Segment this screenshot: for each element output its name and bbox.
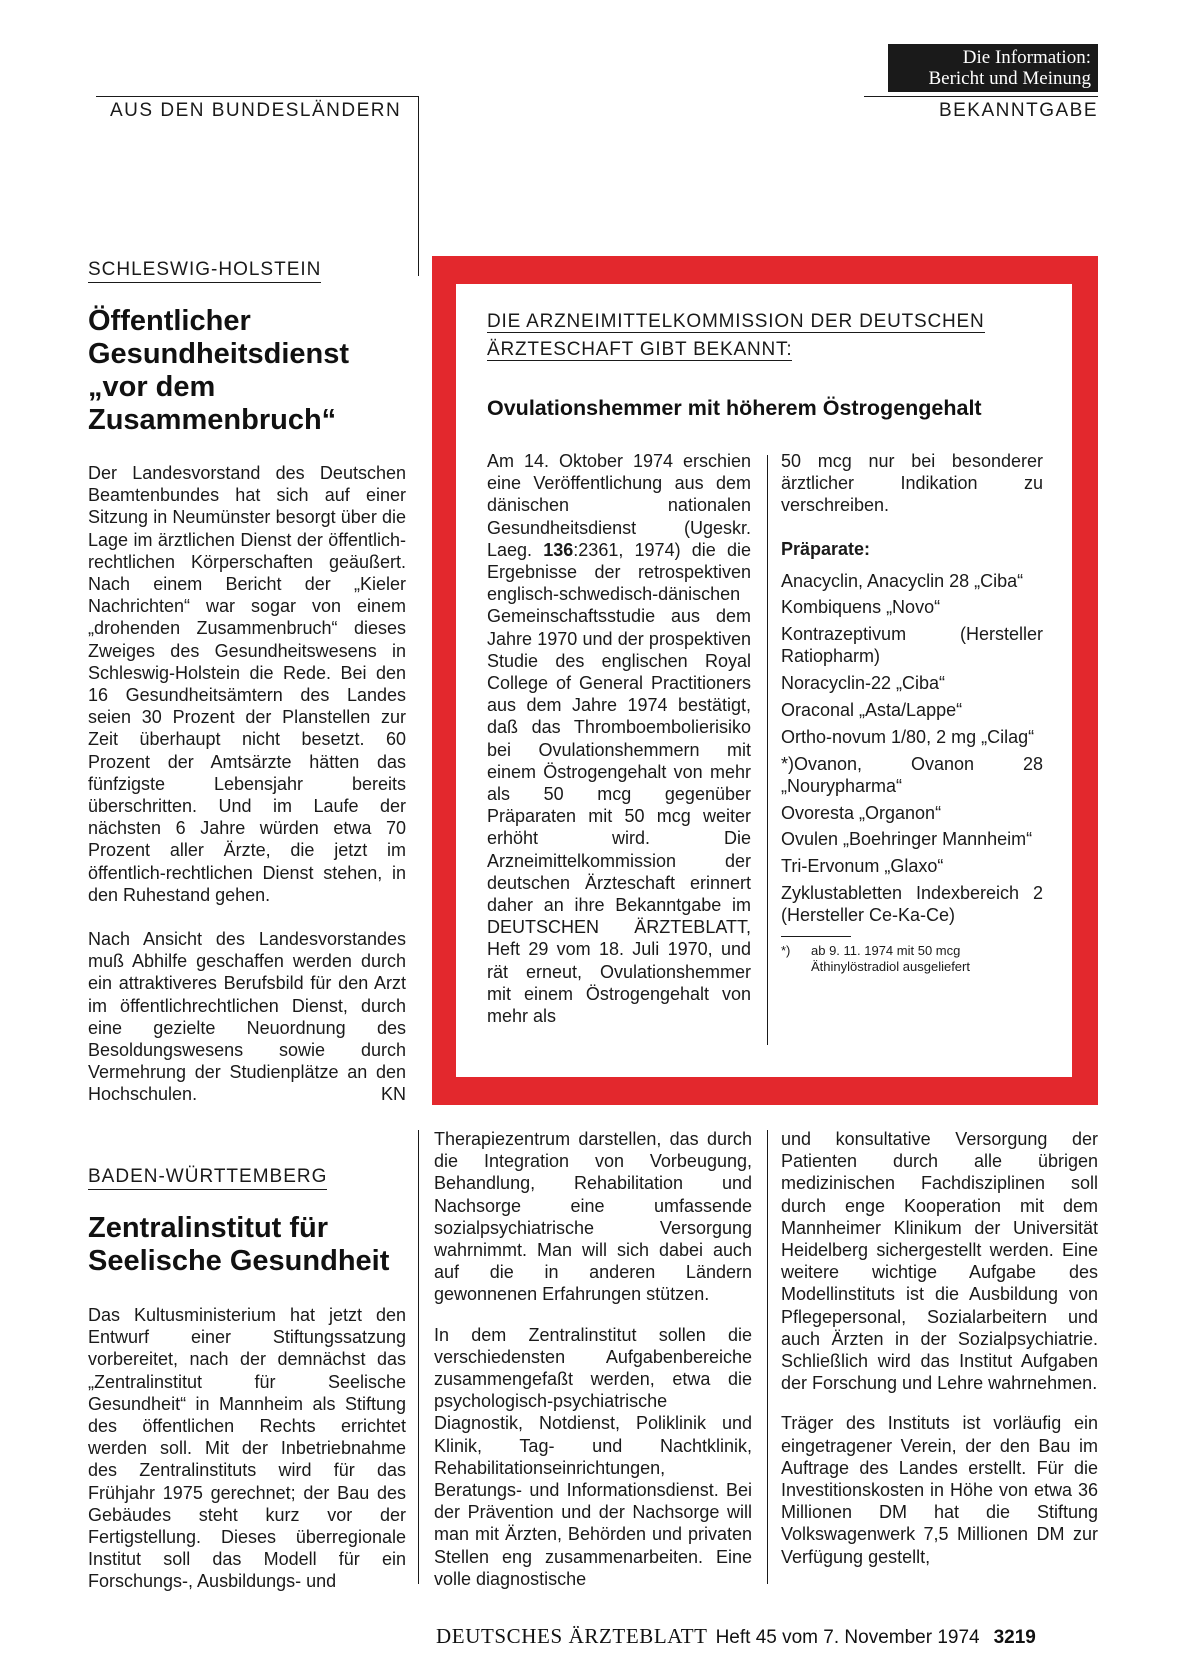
notice-kicker xyxy=(487,308,1047,364)
issue-info: Heft 45 vom 7. November 1974 xyxy=(715,1627,980,1648)
footnote xyxy=(781,943,1043,975)
preparation-item: Tri-Ervonum „Glaxo“ xyxy=(781,856,944,877)
footnote-text: ab 9. 11. 1974 mit 50 mcg Äthinylöstradiol ausgeliefert xyxy=(811,943,970,975)
author-signature: KN xyxy=(380,1084,406,1105)
magazine-name: DEUTSCHES ÄRZTEBLATT xyxy=(436,1624,708,1648)
section-label-left: AUS DEN BUNDESLÄNDERN xyxy=(110,100,402,121)
article-schleswig-holstein xyxy=(88,259,406,1106)
preparation-item: Anacyclin, Anacyclin 28 „Ciba“ xyxy=(781,570,1024,591)
section-label-right: BEKANNTGABE xyxy=(938,100,1098,121)
article-baden-wuerttemberg xyxy=(88,1166,406,1593)
preparation-item: Ovoresta „Organon“ xyxy=(781,802,942,823)
page-footer xyxy=(436,1624,1036,1649)
preparation-item: Kombiquens „Novo“ xyxy=(781,597,941,618)
preparation-item: Oraconal „Asta/Lappe“ xyxy=(781,700,963,720)
article-paragraph xyxy=(88,928,406,1106)
notice-kicker-line: DIE ARZNEIMITTELKOMMISSION DER DEUTSCHEN xyxy=(487,311,985,332)
column-rule xyxy=(767,1130,768,1584)
article-paragraph: In dem Zentralinstitut sollen die verschiedensten Aufgabenbereiche zusammengefaßt werden, etwa die psychologisch-psychiatrische Diagnostik, Notdienst, Poliklinik und Klinik, Tag- und Nachtklinik, Rehabilitationseinrichtungen, Beratungs- und Informationsdienst. Bei der Prävention und der Nachsorge will man mit Ärzten, Behörden und privaten Stellen eng zusammenarbeiten. Eine volle diagnostische xyxy=(434,1324,752,1589)
notice-text xyxy=(487,450,751,1027)
notice-text-part: :2361, 1974) die die Ergebnisse der retrospektiven englisch-schwedisch-dänischen Gemeinschaftsstudie aus dem Jahre 1970 und der prospektiven Studie des englischen Royal College of General Practitioners aus dem Jahre 1974 bestätigt, daß das Thromboembolierisiko bei Ovulationshemmern mit einem Östrogengehalt von mehr als 50 mcg gegenüber Präparaten mit 50 mcg weiter erhöht wird. Die Arzneimittelkommission der deutschen Ärzteschaft erinnert daher an ihre Bekanntgabe im DEUTSCHEN ÄRZTEBLATT, Heft 29 vom 18. Juli 1970, und rät erneut, Ovulationshemmer mit einem Östrogengehalt von mehr als xyxy=(487,539,751,1027)
article-column-right xyxy=(781,1128,1098,1568)
article-title: Zentralinstitut für Seelische Gesundheit xyxy=(88,1212,390,1277)
footnote-mark: *) xyxy=(781,943,791,959)
preparations-heading: Präparate: xyxy=(781,538,871,559)
article-paragraph: und konsultative Versorgung der Patienten durch alle übrigen medizinischen Fachdisziplinen soll durch enge Kooperation mit dem Mannheimer Klinikum der Universität Heidelberg sichergestellt werden. Eine weitere wichtige Aufgabe des Modellinstituts ist die Ausbildung von Pflegepersonal, Sozialarbeitern und auch Ärzten in der Sozialpsychiatrie. Schließlich wird das Institut Aufgaben der Forschung und Lehre wahrnehmen. xyxy=(781,1129,1098,1394)
section-badge xyxy=(888,44,1098,92)
badge-line-1: Die Information: xyxy=(962,47,1091,68)
header-rule-vertical xyxy=(418,96,419,276)
notice-column-right xyxy=(781,450,1043,975)
article-column-middle xyxy=(434,1128,752,1590)
preparation-item: Kontrazeptivum (Hersteller Ratiopharm) xyxy=(781,624,1043,667)
notice-column-rule xyxy=(767,455,768,1045)
region-kicker: BADEN-WÜRTTEMBERG xyxy=(88,1166,327,1190)
footnote-rule xyxy=(781,936,851,937)
region-kicker: SCHLESWIG-HOLSTEIN xyxy=(88,259,321,283)
page-number: 3219 xyxy=(993,1627,1036,1648)
article-paragraph: Das Kultusministerium hat jetzt den Entwurf einer Stiftungssatzung vorbereitet, nach der demnächst das „Zentralinstitut für Seelische Gesundheit“ in Mannheim als Stiftung des öffentlichen Rechts errichtet werden soll. Mit der Inbetriebnahme des Zentralinstituts wird für das Frühjahr 1975 gerechnet; der Bau des Gebäudes steht kurz vor der Fertigstellung. Dieses überregionale Institut soll das Modell für ein Forschungs-, Ausbildungs- und xyxy=(88,1305,406,1592)
preparation-item: *)Ovanon, Ovanon 28 „Nourypharma“ xyxy=(781,753,1043,796)
notice-title: Ovulationshemmer mit höherem Östrogengehalt xyxy=(487,396,982,420)
badge-line-2: Bericht und Meinung xyxy=(928,68,1091,89)
header-rule-left xyxy=(96,96,418,97)
paragraph-text: Nach Ansicht des Landesvorstandes muß Abhilfe geschaffen werden durch ein attraktiveres Berufsbild für den Arzt im öffentlichrechtlichen Dienst, durch eine gezielte Neuordnung des Besoldungswesens sowie durch Vermehrung der Studienplätze an den Hochschulen. xyxy=(88,929,406,1105)
article-paragraph: Träger des Instituts ist vorläufig ein eingetragener Verein, der den Bau im Auftrage des Landes erstellt. Für die Investitionskosten in Höhe von etwa 36 Millionen DM hat die Stiftung Volkswagenwerk 7,5 Millionen DM zur Verfügung gestellt, xyxy=(781,1413,1098,1567)
column-rule xyxy=(418,1130,419,1584)
preparation-item: Zyklustabletten Indexbereich 2 (Hersteller Ce-Ka-Ce) xyxy=(781,882,1043,926)
article-paragraph: Der Landesvorstand des Deutschen Beamtenbundes hat sich auf einer Sitzung in Neumünster besorgt über die Lage im ärztlichen Dienst der öffentlich-rechtlichen Körperschaften geäußert. Nach einem Bericht der „Kieler Nachrichten“ war sogar von einem „drohenden Zusammenbruch“ dieses Zweiges des Gesundheitswesens in Schleswig-Holstein die Rede. Bei den 16 Gesundheitsämtern des Landes seien 30 Prozent der Planstellen zur Zeit überhaupt nicht besetzt. 60 Prozent der Amtsärzte hätten das fünfzigste Lebensjahr bereits überschritten. Und im Laufe der nächsten 6 Jahre würden etwa 70 Prozent aller Ärzte, die jetzt im öffentlich-rechtlichen Dienst stehen, in den Ruhestand gehen. xyxy=(88,463,406,905)
preparation-item: Ovulen „Boehringer Mannheim“ xyxy=(781,829,1033,850)
article-paragraph: Therapiezentrum darstellen, das durch die Integration von Vorbeugung, Behandlung, Rehabilitation und Nachsorge eine umfassende sozialpsychiatrische Versorgung wahrnimmt. Man will sich dabei auch auf die in anderen Ländern gewonnenen Erfahrungen stützen. xyxy=(434,1129,752,1305)
notice-text: 50 mcg nur bei besonderer ärztlicher Indikation zu verschreiben. xyxy=(781,451,1043,516)
notice-text-part: Am 14. Oktober 1974 erschien eine Veröffentlichung aus dem dänischen nationalen Gesundheitsdienst (Ugeskr. Laeg. xyxy=(487,451,751,560)
header-rule-right xyxy=(864,96,1098,97)
preparation-item: Ortho-novum 1/80, 2 mg „Cilag“ xyxy=(781,726,1035,747)
preparation-item: Noracyclin-22 „Ciba“ xyxy=(781,673,946,694)
article-title: Öffentlicher Gesundheitsdienst „vor dem Zusammenbruch“ xyxy=(88,305,350,436)
notice-kicker-line: ÄRZTESCHAFT GIBT BEKANNT: xyxy=(487,339,793,360)
notice-volume-number: 136 xyxy=(543,539,574,560)
